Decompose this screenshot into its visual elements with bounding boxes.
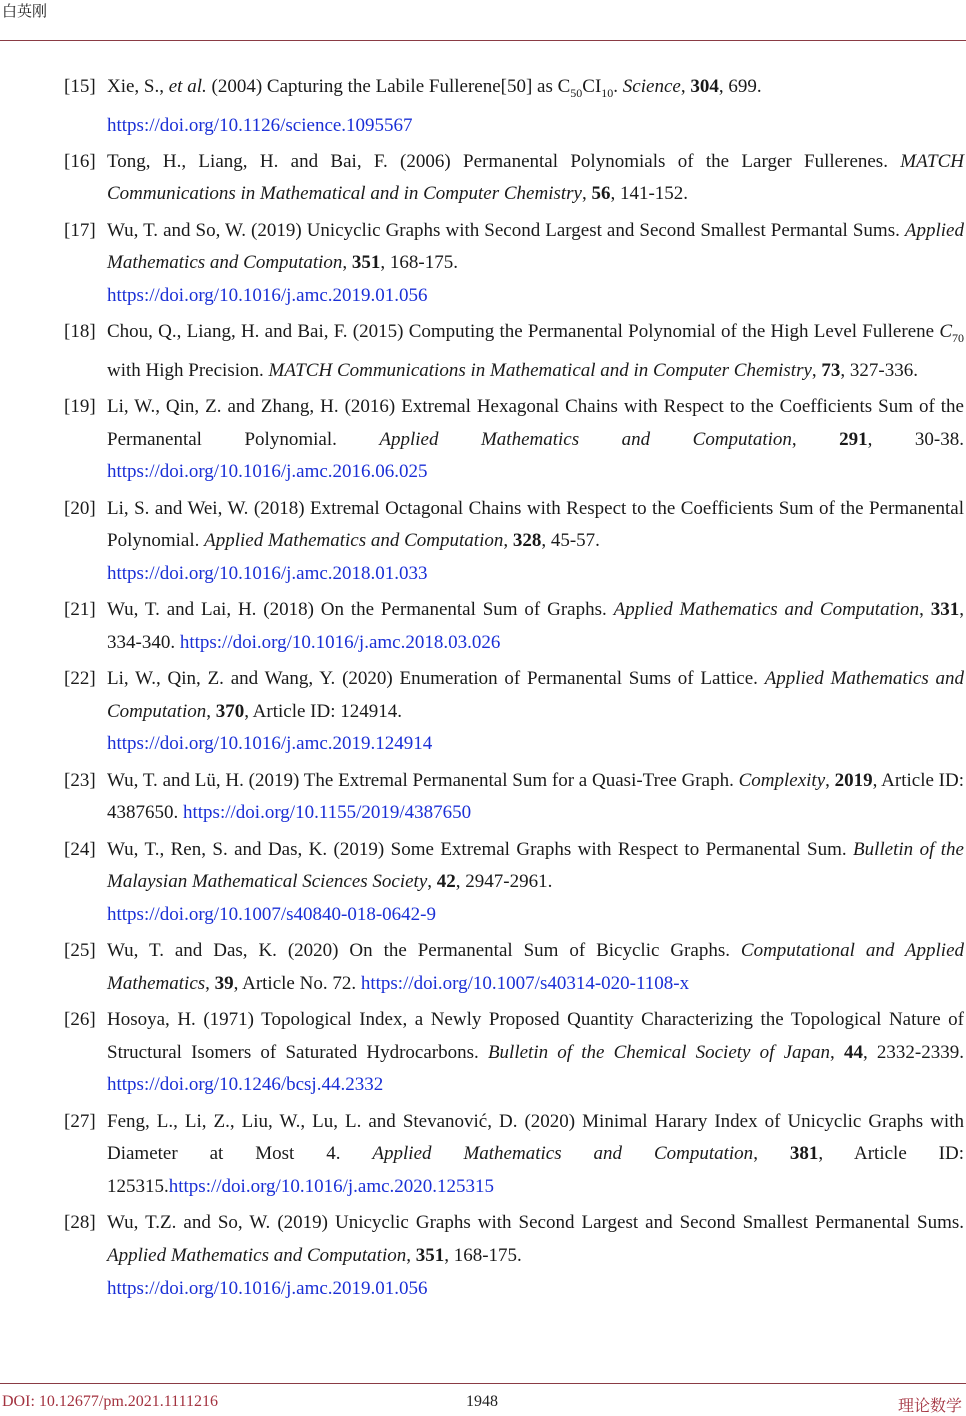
volume: 2019 <box>834 769 873 791</box>
header-author: 白英刚 <box>2 2 48 20</box>
reference-item: [28] Wu, T.Z. and So, W. (2019) Unicyclic Graphs with Second Largest and Second Smallest Permanental Sums. Applied Mathematics and Computation, 351, 168-175. https://doi.org/10.1016/j.amc.2019.01.056 <box>64 1207 964 1305</box>
page-footer <box>0 1383 966 1415</box>
volume: 381 <box>789 1143 819 1165</box>
doi-link[interactable]: https://doi.org/10.1016/j.amc.2019.01.056 <box>107 1277 428 1299</box>
volume: 39 <box>214 972 234 994</box>
journal-name: Science <box>622 76 681 97</box>
reference-item: [24] Wu, T., Ren, S. and Das, K. (2019) Some Extremal Graphs with Respect to Permanental Sum. Bulletin of the Malaysian Mathematical Sciences Society, 42, 2947-2961. https://doi.org/10.1007/s40840-018-0642-9 <box>64 834 964 932</box>
journal-name: MATCH Communications in Mathematical and in Computer Chemistry <box>268 359 812 381</box>
doi-link[interactable]: https://doi.org/10.1016/j.amc.2020.125315 <box>168 1176 495 1198</box>
volume: 304 <box>690 76 719 97</box>
volume: 331 <box>930 599 960 621</box>
volume: 291 <box>839 428 868 450</box>
doi-link[interactable]: https://doi.org/10.1007/s40840-018-0642-9 <box>107 903 436 925</box>
journal-name: Complexity <box>738 769 826 791</box>
reference-item: [21] Wu, T. and Lai, H. (2018) On the Permanental Sum of Graphs. Applied Mathematics and Computation, 331, 334-340. https://doi.org/10.1016/j.amc.2018.03.026 <box>64 594 964 659</box>
reference-item: [18] Chou, Q., Liang, H. and Bai, F. (2015) Computing the Permanental Polynomial of the High Level Fullerene $C_{70}$ with High Precision. MATCH Communications in Mathematical and in Computer Chemistry, 73, 327-336. <box>64 316 964 387</box>
reference-number: [27] <box>64 1110 96 1132</box>
doi-link[interactable]: https://doi.org/10.1016/j.amc.2019.124914 <box>107 733 433 755</box>
reference-number: [25] <box>64 940 96 962</box>
doi-link[interactable]: https://doi.org/10.1016/j.amc.2018.01.033 <box>107 562 428 584</box>
doi-link[interactable]: https://doi.org/10.1007/s40314-020-1108-x <box>360 972 690 994</box>
reference-item: [25] Wu, T. and Das, K. (2020) On the Permanental Sum of Bicyclic Graphs. Computational and Applied Mathematics, 39, Article No. 72. https://doi.org/10.1007/s40314-020-1108-x <box>64 935 964 1000</box>
journal-name: Applied Mathematics and Computation <box>107 1245 407 1266</box>
reference-number: [18] <box>64 321 96 343</box>
doi-link[interactable]: https://doi.org/10.1246/bcsj.44.2332 <box>107 1074 384 1096</box>
journal-name: Bulletin of the Malaysian Mathematical Sciences Society <box>107 838 964 893</box>
reference-number: [15] <box>64 76 96 97</box>
volume: 56 <box>591 183 611 205</box>
doi-link[interactable]: https://doi.org/10.1126/science.1095567 <box>107 114 413 136</box>
volume: 351 <box>351 252 381 274</box>
volume: 351 <box>415 1245 445 1266</box>
journal-name: MATCH Communications in Mathematical and in Computer Chemistry <box>107 150 964 205</box>
reference-item: [20] Li, S. and Wei, W. (2018) Extremal Octagonal Chains with Respect to the Coefficients Sum of the Permanental Polynomial. Applied Mathematics and Computation, 328, 45-57. https://doi.org/10.1016/j.amc.2018.01.033 <box>64 493 964 591</box>
volume: 370 <box>215 700 245 722</box>
reference-item: [15] Xie, S., et al. (2004) Capturing the Labile Fullerene[50] as $C_{50}CI_{10}$. Science, 304, 699. https://doi.org/10.1126/science.1095567 <box>64 71 964 142</box>
volume: 73 <box>821 359 841 381</box>
reference-item: [27] Feng, L., Li, Z., Liu, W., Lu, L. and Stevanović, D. (2020) Minimal Harary Index of Unicyclic Graphs with Diameter at Most 4. Applied Mathematics and Computation, 381, Article ID: 125315.https://doi.org/10.1016/j.amc.2020.125315 <box>64 1106 964 1204</box>
journal-name: Applied Mathematics and Computation <box>107 219 964 274</box>
reference-item: [19] Li, W., Qin, Z. and Zhang, H. (2016) Extremal Hexagonal Chains with Respect to the Coefficients Sum of the Permanental Polynomial. Applied Mathematics and Computation, 291, 30-38. https://doi.org/10.1016/j.amc.2016.06.025 <box>64 391 964 489</box>
reference-number: [23] <box>64 769 96 791</box>
reference-number: [26] <box>64 1009 96 1031</box>
footer-journal: 理论数学 <box>897 1396 962 1415</box>
page-number: 1948 <box>466 1393 498 1410</box>
reference-number: [28] <box>64 1212 96 1234</box>
reference-item: [22] Li, W., Qin, Z. and Wang, Y. (2020) Enumeration of Permanental Sums of Lattice. Applied Mathematics and Computation, 370, Article ID: 124914. https://doi.org/10.1016/j.amc.2019.124914 <box>64 663 964 761</box>
page-header <box>0 0 966 41</box>
journal-name: Bulletin of the Chemical Society of Japan <box>487 1041 831 1063</box>
doi-link[interactable]: https://doi.org/10.1016/j.amc.2019.01.056 <box>107 285 428 307</box>
reference-number: [20] <box>64 497 96 519</box>
journal-name: Applied Mathematics and Computation <box>107 668 964 722</box>
reference-number: [17] <box>64 219 96 241</box>
journal-name: Applied Mathematics and Computation <box>204 530 504 552</box>
journal-name: Applied Mathematics and Computation <box>613 599 920 621</box>
reference-item: [16] Tong, H., Liang, H. and Bai, F. (2006) Permanental Polynomials of the Larger Fullerenes. MATCH Communications in Mathematical and in Computer Chemistry, 56, 141-152. <box>64 146 964 211</box>
volume: 328 <box>512 530 542 552</box>
reference-number: [24] <box>64 838 96 860</box>
reference-list <box>64 71 964 1309</box>
journal-name: Applied Mathematics and Computation <box>372 1143 754 1165</box>
reference-number: [16] <box>64 150 96 172</box>
reference-item: [26] Hosoya, H. (1971) Topological Index, a Newly Proposed Quantity Characterizing the Topological Nature of Structural Isomers of Saturated Hydrocarbons. Bulletin of the Chemical Society of Japan, 44, 2332-2339. https://doi.org/10.1246/bcsj.44.2332 <box>64 1004 964 1102</box>
reference-item: [23] Wu, T. and Lü, H. (2019) The Extremal Permanental Sum for a Quasi-Tree Graph. Complexity, 2019, Article ID: 4387650. https://doi.org/10.1155/2019/4387650 <box>64 765 964 830</box>
reference-number: [21] <box>64 599 96 621</box>
doi-link[interactable]: https://doi.org/10.1016/j.amc.2016.06.025 <box>107 461 428 483</box>
volume: 44 <box>843 1041 863 1063</box>
journal-name: Computational and Applied Mathematics <box>107 940 964 994</box>
reference-number: [19] <box>64 395 96 417</box>
doi-link[interactable]: https://doi.org/10.1016/j.amc.2018.03.026 <box>179 631 501 653</box>
journal-name: Applied Mathematics and Computation <box>379 428 792 450</box>
reference-item: [17] Wu, T. and So, W. (2019) Unicyclic Graphs with Second Largest and Second Smallest Permantal Sums. Applied Mathematics and Computation, 351, 168-175. https://doi.org/10.1016/j.amc.2019.01.056 <box>64 215 964 313</box>
reference-number: [22] <box>64 668 96 690</box>
footer-doi[interactable]: DOI: 10.12677/pm.2021.1111216 <box>2 1393 218 1410</box>
doi-link[interactable]: https://doi.org/10.1155/2019/4387650 <box>183 802 472 824</box>
volume: 42 <box>436 871 456 893</box>
